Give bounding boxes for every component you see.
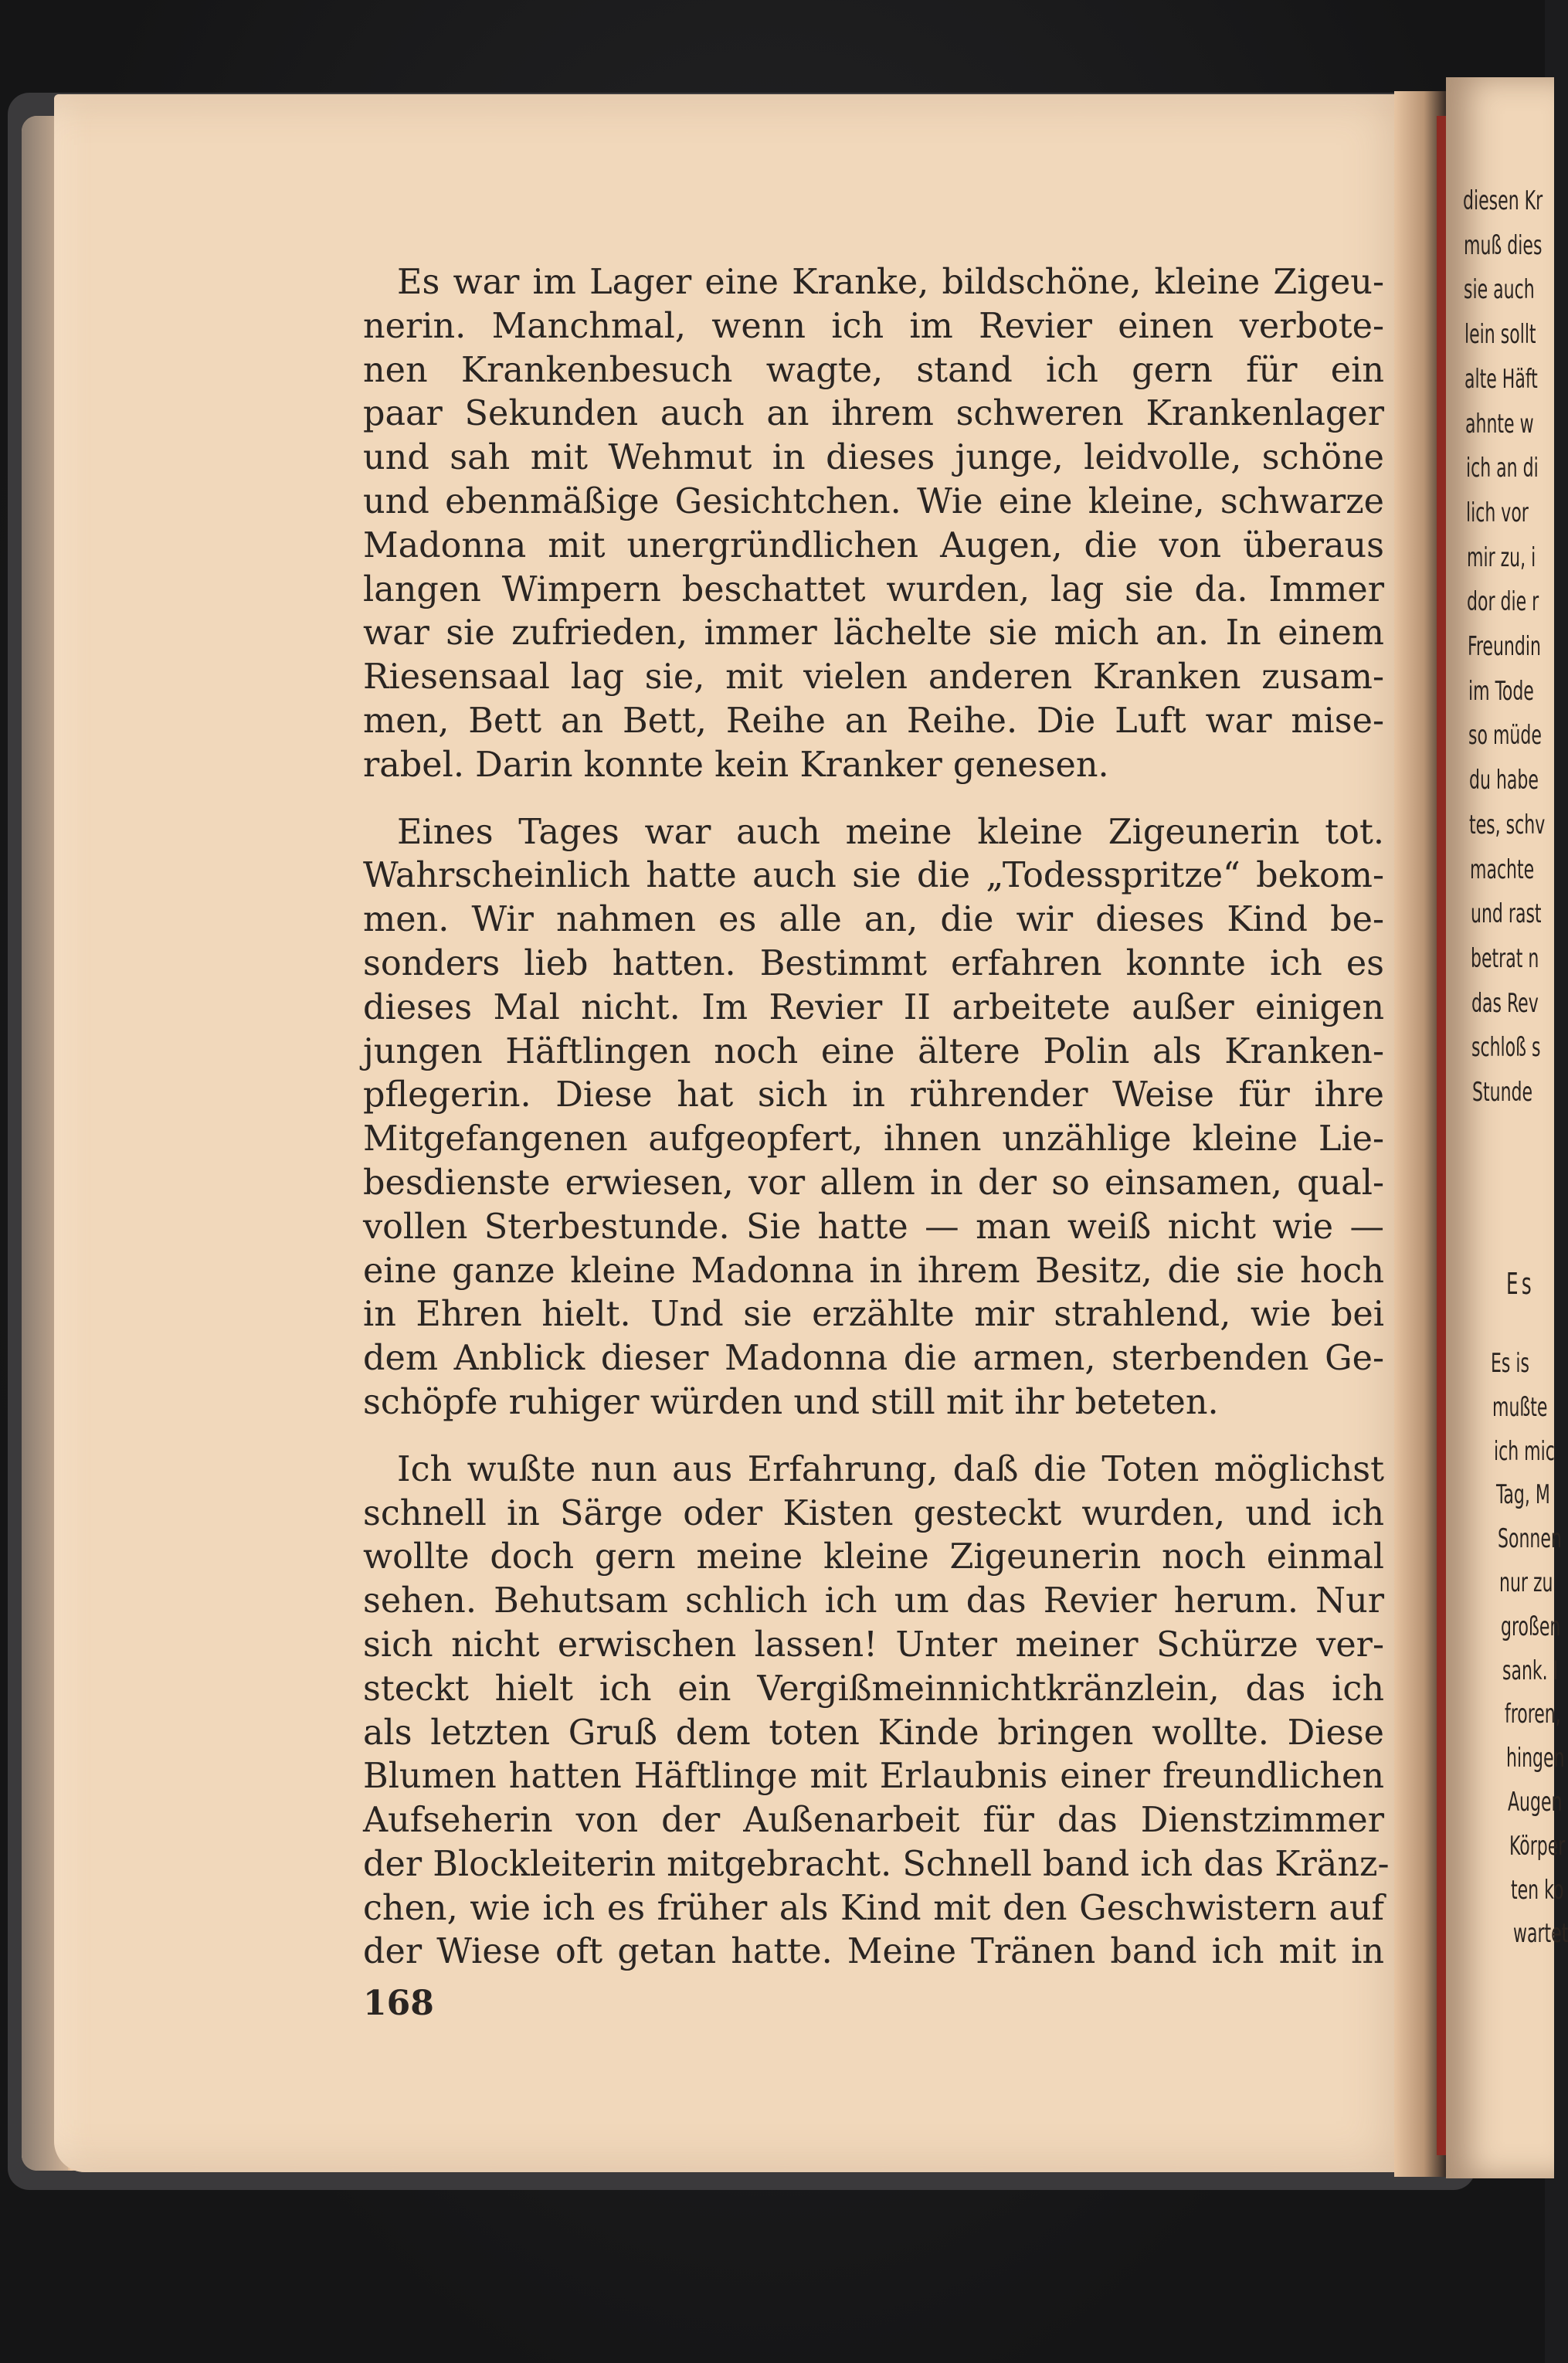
text-line: war sie zufrieden, immer lächelte sie mich an. In einem <box>363 613 1384 654</box>
facing-page-line: ich mic <box>1494 1435 1556 1467</box>
facing-page-line: schloß s <box>1471 1032 1541 1064</box>
text-line: paar Sekunden auch an ihrem schweren Krankenlager <box>363 394 1384 434</box>
text-line: dieses Mal nicht. Im Revier II arbeitete außer einigen <box>363 987 1384 1027</box>
text-line: Aufseherin von der Außenarbeit für das Dienstzimmer <box>363 1801 1384 1841</box>
facing-page-line: im Tode <box>1468 675 1534 707</box>
paragraph <box>363 811 1384 1425</box>
text-line: pflegerin. Diese hat sich in rührender Weise für ihre <box>363 1075 1384 1115</box>
facing-page <box>1446 77 1568 2178</box>
text-line: als letzten Gruß dem toten Kinde bringen wollte. Diese <box>363 1713 1384 1753</box>
text-line: schöpfe ruhiger würden und still mit ihr beteten. <box>363 1382 1219 1422</box>
text-line: Es war im Lager eine Kranke, bildschöne, kleine Zigeu- <box>397 263 1384 302</box>
facing-page-line: lich vor <box>1466 497 1529 528</box>
facing-page-line: hingen <box>1505 1743 1565 1774</box>
text-line: jungen Häftlingen noch eine ältere Polin als Kranken- <box>363 1031 1384 1071</box>
facing-page-line: ich an di <box>1465 453 1539 484</box>
text-line: rabel. Darin konnte kein Kranker genesen. <box>363 745 1109 785</box>
facing-page-heading: Es <box>1506 1267 1536 1301</box>
facing-page-line: machte <box>1470 854 1535 885</box>
page-body-text <box>363 261 1390 1974</box>
facing-page-line: diesen Kr <box>1463 185 1543 216</box>
facing-page-line: alte Häft <box>1464 363 1539 395</box>
facing-page-line: froren, <box>1504 1699 1561 1730</box>
facing-page-line: dor die r <box>1467 586 1539 618</box>
facing-page-line: ten ko <box>1511 1874 1564 1906</box>
facing-page-line: sank. I <box>1502 1655 1559 1686</box>
facing-page-line: Es is <box>1491 1348 1529 1379</box>
facing-page-line: so müde <box>1468 720 1543 752</box>
text-line: men. Wir nahmen es alle an, die wir dieses Kind be- <box>363 900 1384 940</box>
text-line: dem Anblick dieser Madonna die armen, sterbenden Ge- <box>363 1339 1384 1379</box>
text-line: und ebenmäßige Gesichtchen. Wie eine kleine, schwarze <box>363 481 1384 521</box>
text-line: steckt hielt ich ein Vergißmeinnichtkränzlein, das ich <box>363 1669 1384 1709</box>
text-line: chen, wie ich es früher als Kind mit den Geschwistern auf <box>363 1888 1384 1928</box>
facing-page-line: Tag, M <box>1495 1479 1550 1511</box>
text-line: sonders lieb hatten. Bestimmt erfahren konnte ich es <box>363 943 1384 983</box>
facing-page-line: und rast <box>1470 898 1542 930</box>
text-line: nerin. Manchmal, wenn ich im Revier einen verbote- <box>363 306 1384 346</box>
text-line: men, Bett an Bett, Reihe an Reihe. Die Luft war mise- <box>363 701 1384 741</box>
text-line: sehen. Behutsam schlich ich um das Revier herum. Nur <box>363 1581 1384 1621</box>
facing-page-line: mußte <box>1492 1391 1548 1423</box>
text-line: schnell in Särge oder Kisten gesteckt wurden, und ich <box>363 1493 1384 1533</box>
text-line: der Blockleiterin mitgebracht. Schnell band ich das Kränz- <box>363 1844 1390 1884</box>
text-line: Madonna mit unergründlichen Augen, die von überaus <box>363 525 1384 565</box>
facing-page-line: wartet <box>1512 1918 1568 1950</box>
facing-page-line: Stunde <box>1472 1077 1533 1108</box>
facing-page-line: muß dies <box>1463 229 1543 261</box>
facing-page-line: das Rev <box>1471 987 1539 1019</box>
facing-page-line: Sonnen <box>1497 1523 1562 1555</box>
text-line: Riesensaal lag sie, mit vielen anderen Kranken zusam- <box>363 657 1384 698</box>
text-line: Eines Tages war auch meine kleine Zigeunerin tot. <box>397 812 1384 852</box>
text-line: Blumen hatten Häftlinge mit Erlaubnis einer freundlichen <box>363 1757 1384 1797</box>
facing-page-line: mir zu, i <box>1466 542 1536 573</box>
text-line: der Wiese oft getan hatte. Meine Tränen band ich mit in <box>363 1932 1384 1972</box>
facing-page-line: du habe <box>1468 765 1539 796</box>
paragraph <box>363 1448 1390 1975</box>
facing-page-line: großen <box>1501 1611 1561 1642</box>
text-line: und sah mit Wehmut in dieses junge, leidvolle, schöne <box>363 438 1384 478</box>
facing-page-line: betrat n <box>1471 942 1539 974</box>
text-line: nen Krankenbesuch wagte, stand ich gern für ein <box>363 350 1384 390</box>
text-line: vollen Sterbestunde. Sie hatte — man weiß nicht wie — <box>363 1207 1384 1247</box>
facing-page-line: sie auch <box>1464 274 1535 306</box>
text-line: wollte doch gern meine kleine Zigeunerin noch einmal <box>363 1537 1384 1577</box>
paragraph <box>363 261 1384 788</box>
facing-page-line: Augen <box>1508 1787 1563 1818</box>
facing-page-line: nur zu <box>1499 1567 1553 1598</box>
text-line: langen Wimpern beschattet wurden, lag sie da. Immer <box>363 569 1384 609</box>
facing-page-line: Freundin <box>1468 631 1541 662</box>
page-number: 168 <box>363 1984 434 2023</box>
text-line: Ich wußte nun aus Erfahrung, daß die Toten möglichst <box>397 1449 1384 1489</box>
text-line: Wahrscheinlich hatte auch sie die „Todesspritze“ bekom- <box>363 856 1384 896</box>
text-line: eine ganze kleine Madonna in ihrem Besitz, die sie hoch <box>363 1251 1384 1291</box>
text-line: Mitgefangenen aufgeopfert, ihnen unzählige kleine Lie- <box>363 1119 1384 1159</box>
facing-page-line: lein sollt <box>1464 319 1536 351</box>
facing-page-line: Körper <box>1509 1830 1566 1862</box>
text-line: in Ehren hielt. Und sie erzählte mir strahlend, wie bei <box>363 1295 1384 1335</box>
text-line: besdienste erwiesen, vor allem in der so einsamen, qual- <box>363 1163 1384 1203</box>
facing-page-line: tes, schv <box>1469 809 1546 840</box>
facing-page-line: ahnte w <box>1465 408 1534 440</box>
text-line: sich nicht erwischen lassen! Unter meiner Schürze ver- <box>363 1625 1384 1665</box>
